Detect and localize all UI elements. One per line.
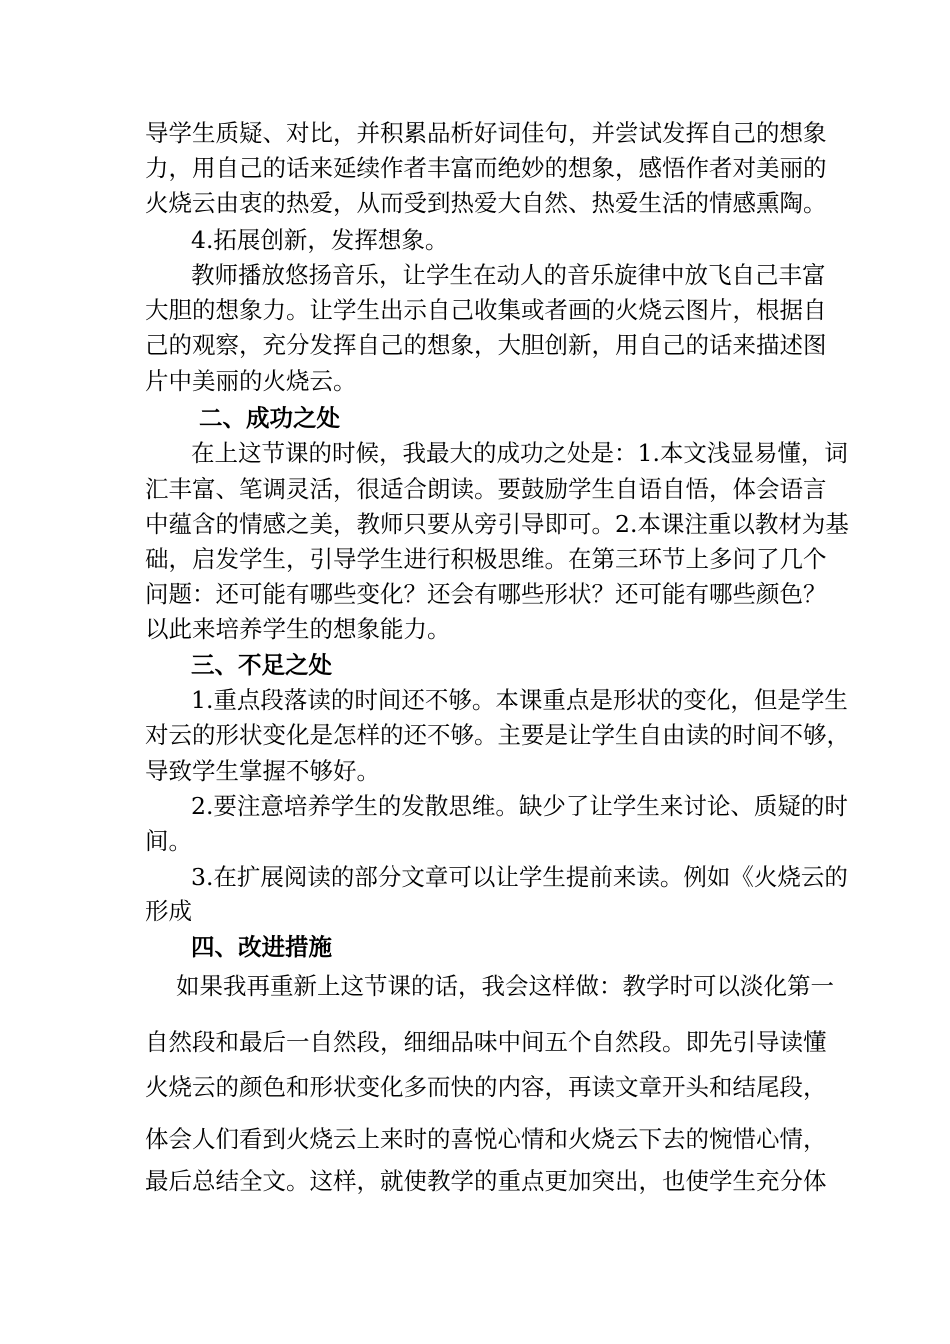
- paragraph-line: 火烧云的颜色和形状变化多而快的内容，再读文章开头和结尾段，: [145, 1073, 827, 1101]
- paragraph-line: 汇丰富、笔调灵活，很适合朗读。要鼓励学生自语自悟，体会语言: [145, 475, 827, 503]
- section-heading-shortcomings: 三、不足之处: [191, 651, 332, 679]
- paragraph-line: 础，启发学生，引导学生进行积极思维。在第三环节上多问了几个: [145, 545, 827, 573]
- paragraph-line: 力，用自己的话来延续作者丰富而绝妙的想象，感悟作者对美丽的: [145, 154, 827, 182]
- paragraph-line: 片中美丽的火烧云。: [145, 367, 357, 395]
- paragraph-line: 大胆的想象力。让学生出示自己收集或者画的火烧云图片，根据自: [145, 296, 827, 324]
- paragraph-line: 形成: [145, 897, 192, 925]
- paragraph-line: 教师播放悠扬音乐，让学生在动人的音乐旋律中放飞自己丰富: [191, 261, 826, 289]
- paragraph-line: 最后总结全文。这样，就使教学的重点更加突出，也使学生充分体: [145, 1167, 827, 1195]
- paragraph-line: 导学生质疑、对比，并积累品析好词佳句，并尝试发挥自己的想象: [145, 119, 827, 147]
- section-heading-improvements: 四、改进措施: [191, 933, 332, 961]
- paragraph-line: 体会人们看到火烧云上来时的喜悦心情和火烧云下去的惋惜心情，: [145, 1125, 827, 1153]
- paragraph-line: 己的观察，充分发挥自己的想象，大胆创新，用自己的话来描述图: [145, 331, 827, 359]
- paragraph-line: 问题：还可能有哪些变化？还会有哪些形状？还可能有哪些颜色？: [145, 580, 827, 608]
- paragraph-line: 在上这节课的时候，我最大的成功之处是：1.本文浅显易懂，词: [191, 439, 848, 467]
- paragraph-line: 如果我再重新上这节课的话，我会这样做：教学时可以淡化第一: [176, 972, 834, 1000]
- paragraph-line: 间。: [145, 827, 192, 855]
- paragraph-line: 自然段和最后一自然段，细细品味中间五个自然段。即先引导读懂: [145, 1028, 827, 1056]
- paragraph-line: 1.重点段落读的时间还不够。本课重点是形状的变化，但是学生: [191, 686, 848, 714]
- paragraph-line: 中蕴含的情感之美，教师只要从旁引导即可。2.本课注重以教材为基: [145, 510, 849, 538]
- paragraph-line: 火烧云由衷的热爱，从而受到热爱大自然、热爱生活的情感熏陶。: [145, 189, 827, 217]
- paragraph-line: 导致学生掌握不够好。: [145, 757, 380, 785]
- section-heading-success: 二、成功之处: [199, 404, 340, 432]
- paragraph-line: 以此来培养学生的想象能力。: [145, 615, 451, 643]
- paragraph-line: 2.要注意培养学生的发散思维。缺少了让学生来讨论、质疑的时: [191, 792, 848, 820]
- paragraph-line: 3.在扩展阅读的部分文章可以让学生提前来读。例如《火烧云的: [191, 863, 848, 891]
- section-subheading: 4.拓展创新，发挥想象。: [191, 226, 449, 254]
- paragraph-line: 对云的形状变化是怎样的还不够。主要是让学生自由读的时间不够，: [145, 721, 850, 749]
